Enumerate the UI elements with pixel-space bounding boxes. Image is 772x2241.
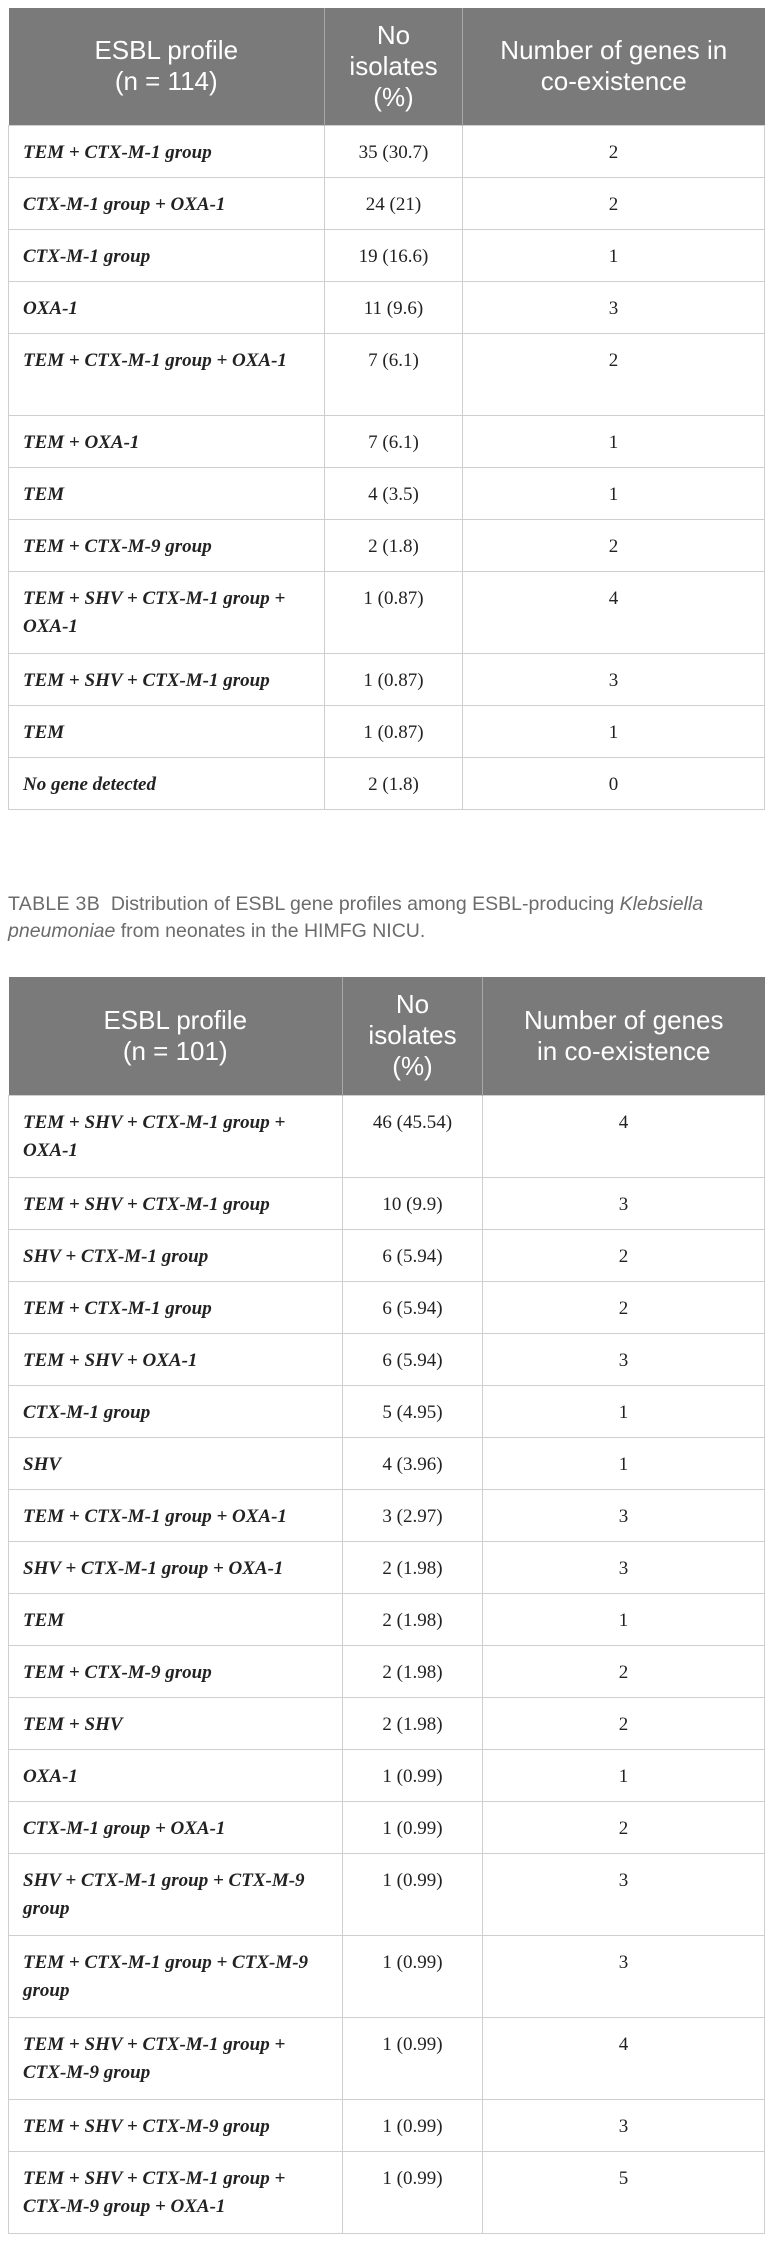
profile-cell: TEM + CTX-M-1 group xyxy=(9,125,325,177)
table-row xyxy=(9,281,765,333)
isolates-cell: 1 (0.87) xyxy=(325,653,463,705)
genes-cell: 2 xyxy=(463,125,765,177)
table-a-body xyxy=(9,125,765,809)
genes-cell: 5 xyxy=(483,2151,765,2233)
profile-cell: TEM xyxy=(9,467,325,519)
table-row xyxy=(9,1177,765,1229)
genes-cell: 2 xyxy=(483,1697,765,1749)
profile-cell: TEM + SHV + CTX-M-1 group + CTX-M-9 group + OXA-1 xyxy=(9,2151,343,2233)
profile-cell: TEM + CTX-M-1 group + CTX-M-9 group xyxy=(9,1935,343,2017)
genes-cell: 1 xyxy=(483,1749,765,1801)
profile-cell: SHV + CTX-M-1 group + CTX-M-9 group xyxy=(9,1853,343,1935)
profile-cell: TEM + OXA-1 xyxy=(9,415,325,467)
caption-species: Klebsiella pneumoniae xyxy=(8,893,704,942)
isolates-cell: 2 (1.8) xyxy=(325,519,463,571)
genes-cell: 3 xyxy=(483,1935,765,2017)
header-no-isolates: No isolates (%) xyxy=(343,977,483,1095)
table-row xyxy=(9,757,765,809)
profile-cell: TEM + SHV + CTX-M-1 group xyxy=(9,1177,343,1229)
isolates-cell: 1 (0.99) xyxy=(343,2099,483,2151)
table-row xyxy=(9,229,765,281)
isolates-cell: 2 (1.98) xyxy=(343,1645,483,1697)
table-row xyxy=(9,1229,765,1281)
isolates-cell: 6 (5.94) xyxy=(343,1333,483,1385)
isolates-cell: 2 (1.98) xyxy=(343,1541,483,1593)
table-row xyxy=(9,1853,765,1935)
esbl-table-a xyxy=(8,8,765,810)
isolates-cell: 24 (21) xyxy=(325,177,463,229)
profile-cell: SHV + CTX-M-1 group + OXA-1 xyxy=(9,1541,343,1593)
table-row xyxy=(9,1281,765,1333)
table-b-header xyxy=(9,977,765,1095)
table-row xyxy=(9,519,765,571)
profile-cell: No gene detected xyxy=(9,757,325,809)
profile-cell: TEM + SHV + CTX-M-1 group xyxy=(9,653,325,705)
profile-cell: TEM + CTX-M-1 group + OXA-1 xyxy=(9,1489,343,1541)
isolates-cell: 6 (5.94) xyxy=(343,1229,483,1281)
header-esbl-profile: ESBL profile (n = 114) xyxy=(9,8,325,125)
profile-cell: TEM + SHV + CTX-M-1 group + CTX-M-9 group xyxy=(9,2017,343,2099)
genes-cell: 3 xyxy=(483,1177,765,1229)
genes-cell: 1 xyxy=(483,1593,765,1645)
genes-cell: 3 xyxy=(483,1541,765,1593)
table-row xyxy=(9,1489,765,1541)
table-row xyxy=(9,1645,765,1697)
caption-label: TABLE 3B xyxy=(8,893,100,915)
isolates-cell: 11 (9.6) xyxy=(325,281,463,333)
isolates-cell: 3 (2.97) xyxy=(343,1489,483,1541)
profile-cell: TEM + SHV + OXA-1 xyxy=(9,1333,343,1385)
table-row xyxy=(9,1095,765,1177)
isolates-cell: 1 (0.99) xyxy=(343,1749,483,1801)
genes-cell: 4 xyxy=(483,1095,765,1177)
genes-cell: 3 xyxy=(483,1333,765,1385)
profile-cell: TEM + SHV xyxy=(9,1697,343,1749)
header-no-isolates: No isolates (%) xyxy=(325,8,463,125)
table-row xyxy=(9,1385,765,1437)
profile-cell: CTX-M-1 group + OXA-1 xyxy=(9,1801,343,1853)
isolates-cell: 19 (16.6) xyxy=(325,229,463,281)
profile-cell: OXA-1 xyxy=(9,1749,343,1801)
isolates-cell: 1 (0.99) xyxy=(343,1935,483,2017)
table-row xyxy=(9,415,765,467)
table-row xyxy=(9,653,765,705)
genes-cell: 2 xyxy=(483,1281,765,1333)
isolates-cell: 6 (5.94) xyxy=(343,1281,483,1333)
table-row xyxy=(9,1801,765,1853)
table-row xyxy=(9,1593,765,1645)
profile-cell: TEM + SHV + CTX-M-9 group xyxy=(9,2099,343,2151)
esbl-table-b xyxy=(8,977,765,2234)
isolates-cell: 1 (0.99) xyxy=(343,1853,483,1935)
genes-cell: 4 xyxy=(483,2017,765,2099)
isolates-cell: 4 (3.96) xyxy=(343,1437,483,1489)
header-esbl-profile: ESBL profile (n = 101) xyxy=(9,977,343,1095)
genes-cell: 3 xyxy=(483,1489,765,1541)
genes-cell: 1 xyxy=(463,415,765,467)
genes-cell: 3 xyxy=(463,653,765,705)
profile-cell: TEM + CTX-M-1 group xyxy=(9,1281,343,1333)
table-row xyxy=(9,1333,765,1385)
isolates-cell: 2 (1.98) xyxy=(343,1697,483,1749)
table-row xyxy=(9,571,765,653)
genes-cell: 1 xyxy=(463,467,765,519)
isolates-cell: 1 (0.87) xyxy=(325,571,463,653)
profile-cell: TEM + CTX-M-9 group xyxy=(9,1645,343,1697)
isolates-cell: 7 (6.1) xyxy=(325,415,463,467)
header-number-of-genes: Number of genes in co-existence xyxy=(463,8,765,125)
genes-cell: 3 xyxy=(483,1853,765,1935)
isolates-cell: 1 (0.87) xyxy=(325,705,463,757)
header-number-of-genes: Number of genes in co-existence xyxy=(483,977,765,1095)
genes-cell: 1 xyxy=(483,1385,765,1437)
table-row xyxy=(9,125,765,177)
isolates-cell: 1 (0.99) xyxy=(343,2017,483,2099)
isolates-cell: 4 (3.5) xyxy=(325,467,463,519)
genes-cell: 0 xyxy=(463,757,765,809)
genes-cell: 2 xyxy=(463,177,765,229)
profile-cell: TEM + SHV + CTX-M-1 group + OXA-1 xyxy=(9,1095,343,1177)
table-row xyxy=(9,333,765,415)
table-row xyxy=(9,177,765,229)
profile-cell: CTX-M-1 group + OXA-1 xyxy=(9,177,325,229)
genes-cell: 1 xyxy=(483,1437,765,1489)
profile-cell: TEM xyxy=(9,1593,343,1645)
profile-cell: SHV + CTX-M-1 group xyxy=(9,1229,343,1281)
profile-cell: OXA-1 xyxy=(9,281,325,333)
table-row xyxy=(9,467,765,519)
isolates-cell: 1 (0.99) xyxy=(343,2151,483,2233)
table-row xyxy=(9,2151,765,2233)
table-b-body xyxy=(9,1095,765,2233)
table-row xyxy=(9,1541,765,1593)
table-row xyxy=(9,2099,765,2151)
genes-cell: 2 xyxy=(463,519,765,571)
caption-text-1: Distribution of ESBL gene profiles among ESBL-producing xyxy=(110,893,615,915)
isolates-cell: 2 (1.98) xyxy=(343,1593,483,1645)
table-row xyxy=(9,1935,765,2017)
genes-cell: 2 xyxy=(483,1801,765,1853)
caption-text-2: from neonates in the HIMFG NICU. xyxy=(120,920,426,942)
isolates-cell: 46 (45.54) xyxy=(343,1095,483,1177)
profile-cell: TEM + CTX-M-9 group xyxy=(9,519,325,571)
genes-cell: 4 xyxy=(463,571,765,653)
isolates-cell: 35 (30.7) xyxy=(325,125,463,177)
genes-cell: 3 xyxy=(483,2099,765,2151)
profile-cell: TEM xyxy=(9,705,325,757)
table-row xyxy=(9,705,765,757)
genes-cell: 3 xyxy=(463,281,765,333)
profile-cell: TEM + CTX-M-1 group + OXA-1 xyxy=(9,333,325,415)
isolates-cell: 10 (9.9) xyxy=(343,1177,483,1229)
genes-cell: 2 xyxy=(483,1645,765,1697)
genes-cell: 1 xyxy=(463,705,765,757)
profile-cell: CTX-M-1 group xyxy=(9,229,325,281)
table-row xyxy=(9,1437,765,1489)
genes-cell: 1 xyxy=(463,229,765,281)
table-a-header xyxy=(9,8,765,125)
profile-cell: TEM + SHV + CTX-M-1 group + OXA-1 xyxy=(9,571,325,653)
isolates-cell: 7 (6.1) xyxy=(325,333,463,415)
isolates-cell: 2 (1.8) xyxy=(325,757,463,809)
isolates-cell: 5 (4.95) xyxy=(343,1385,483,1437)
genes-cell: 2 xyxy=(463,333,765,415)
table-row xyxy=(9,1749,765,1801)
table-3b-caption xyxy=(8,891,764,945)
profile-cell: SHV xyxy=(9,1437,343,1489)
genes-cell: 2 xyxy=(483,1229,765,1281)
table-row xyxy=(9,2017,765,2099)
table-row xyxy=(9,1697,765,1749)
isolates-cell: 1 (0.99) xyxy=(343,1801,483,1853)
profile-cell: CTX-M-1 group xyxy=(9,1385,343,1437)
